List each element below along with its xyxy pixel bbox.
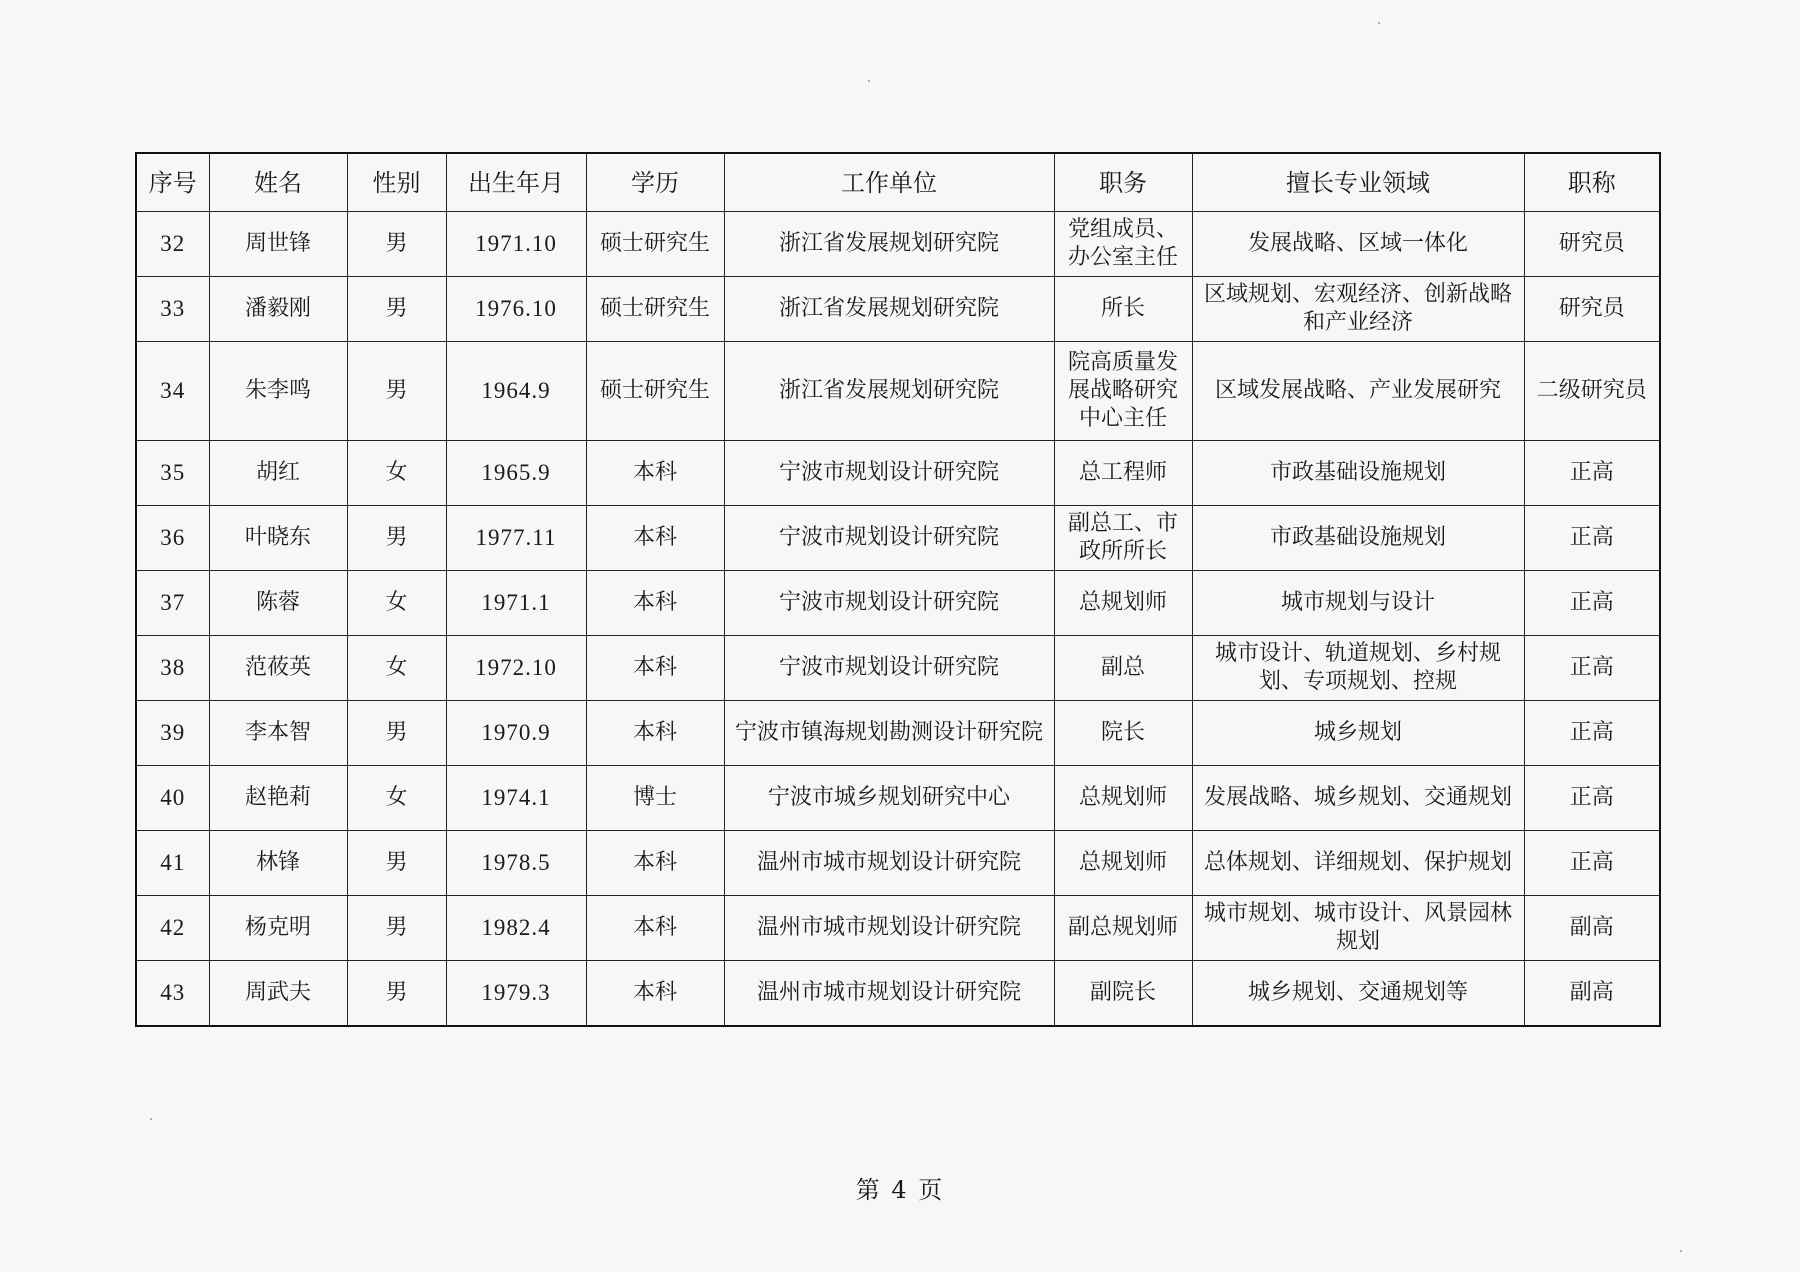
cell-no: 33 (136, 277, 209, 342)
cell-position: 院高质量发展战略研究中心主任 (1054, 342, 1192, 441)
header-organization: 工作单位 (724, 153, 1054, 212)
cell-title: 副高 (1524, 896, 1660, 961)
cell-position: 副总 (1054, 636, 1192, 701)
cell-birth: 1971.10 (446, 212, 586, 277)
cell-birth: 1972.10 (446, 636, 586, 701)
cell-education: 本科 (586, 636, 724, 701)
cell-gender: 男 (347, 701, 446, 766)
cell-birth: 1965.9 (446, 441, 586, 506)
table-row (136, 831, 1660, 896)
cell-no: 34 (136, 342, 209, 441)
cell-field: 区域发展战略、产业发展研究 (1192, 342, 1524, 441)
cell-education: 硕士研究生 (586, 277, 724, 342)
expert-table (135, 152, 1661, 1027)
cell-birth: 1974.1 (446, 766, 586, 831)
cell-organization: 温州市城市规划设计研究院 (724, 961, 1054, 1027)
cell-title: 正高 (1524, 441, 1660, 506)
cell-gender: 女 (347, 766, 446, 831)
cell-no: 39 (136, 701, 209, 766)
cell-education: 本科 (586, 961, 724, 1027)
cell-name: 叶晓东 (209, 506, 347, 571)
cell-education: 本科 (586, 701, 724, 766)
cell-name: 胡红 (209, 441, 347, 506)
cell-field: 总体规划、详细规划、保护规划 (1192, 831, 1524, 896)
scan-speck (868, 80, 870, 82)
scan-speck (1680, 1250, 1682, 1252)
table-header-row (136, 153, 1660, 212)
cell-education: 博士 (586, 766, 724, 831)
cell-education: 本科 (586, 506, 724, 571)
cell-name: 林锋 (209, 831, 347, 896)
cell-gender: 女 (347, 636, 446, 701)
cell-birth: 1977.11 (446, 506, 586, 571)
cell-organization: 宁波市规划设计研究院 (724, 506, 1054, 571)
cell-position: 党组成员、办公室主任 (1054, 212, 1192, 277)
cell-organization: 宁波市规划设计研究院 (724, 571, 1054, 636)
cell-education: 本科 (586, 831, 724, 896)
cell-field: 城乡规划 (1192, 701, 1524, 766)
cell-position: 副总规划师 (1054, 896, 1192, 961)
cell-gender: 女 (347, 441, 446, 506)
cell-birth: 1976.10 (446, 277, 586, 342)
table-row (136, 506, 1660, 571)
cell-position: 副院长 (1054, 961, 1192, 1027)
cell-name: 朱李鸣 (209, 342, 347, 441)
table-row (136, 636, 1660, 701)
cell-organization: 浙江省发展规划研究院 (724, 342, 1054, 441)
header-education: 学历 (586, 153, 724, 212)
cell-gender: 男 (347, 896, 446, 961)
cell-field: 城市设计、轨道规划、乡村规划、专项规划、控规 (1192, 636, 1524, 701)
cell-title: 正高 (1524, 831, 1660, 896)
cell-field: 城市规划、城市设计、风景园林规划 (1192, 896, 1524, 961)
cell-name: 李本智 (209, 701, 347, 766)
cell-organization: 温州市城市规划设计研究院 (724, 831, 1054, 896)
header-no: 序号 (136, 153, 209, 212)
cell-gender: 男 (347, 506, 446, 571)
header-position: 职务 (1054, 153, 1192, 212)
cell-name: 赵艳莉 (209, 766, 347, 831)
cell-name: 周武夫 (209, 961, 347, 1027)
cell-field: 区域规划、宏观经济、创新战略和产业经济 (1192, 277, 1524, 342)
table-row (136, 961, 1660, 1027)
cell-birth: 1964.9 (446, 342, 586, 441)
table-row (136, 766, 1660, 831)
cell-organization: 温州市城市规划设计研究院 (724, 896, 1054, 961)
cell-organization: 宁波市规划设计研究院 (724, 636, 1054, 701)
cell-organization: 浙江省发展规划研究院 (724, 277, 1054, 342)
cell-no: 42 (136, 896, 209, 961)
cell-title: 研究员 (1524, 277, 1660, 342)
cell-title: 正高 (1524, 571, 1660, 636)
cell-organization: 浙江省发展规划研究院 (724, 212, 1054, 277)
cell-field: 市政基础设施规划 (1192, 441, 1524, 506)
cell-position: 副总工、市政所所长 (1054, 506, 1192, 571)
cell-position: 总规划师 (1054, 831, 1192, 896)
header-title: 职称 (1524, 153, 1660, 212)
cell-position: 院长 (1054, 701, 1192, 766)
cell-birth: 1982.4 (446, 896, 586, 961)
header-gender: 性别 (347, 153, 446, 212)
cell-gender: 女 (347, 571, 446, 636)
cell-no: 32 (136, 212, 209, 277)
cell-name: 潘毅刚 (209, 277, 347, 342)
cell-birth: 1970.9 (446, 701, 586, 766)
cell-title: 二级研究员 (1524, 342, 1660, 441)
cell-gender: 男 (347, 961, 446, 1027)
cell-education: 本科 (586, 441, 724, 506)
cell-birth: 1979.3 (446, 961, 586, 1027)
page-number: 第 4 页 (855, 1176, 945, 1204)
cell-field: 发展战略、城乡规划、交通规划 (1192, 766, 1524, 831)
cell-field: 城乡规划、交通规划等 (1192, 961, 1524, 1027)
cell-field: 市政基础设施规划 (1192, 506, 1524, 571)
scan-speck (1378, 22, 1380, 24)
table-row (136, 342, 1660, 441)
cell-no: 36 (136, 506, 209, 571)
cell-field: 发展战略、区域一体化 (1192, 212, 1524, 277)
cell-name: 范莜英 (209, 636, 347, 701)
cell-education: 硕士研究生 (586, 212, 724, 277)
cell-no: 43 (136, 961, 209, 1027)
cell-birth: 1971.1 (446, 571, 586, 636)
cell-education: 本科 (586, 571, 724, 636)
cell-title: 正高 (1524, 701, 1660, 766)
table-row (136, 571, 1660, 636)
header-birth: 出生年月 (446, 153, 586, 212)
cell-no: 38 (136, 636, 209, 701)
header-field: 擅长专业领域 (1192, 153, 1524, 212)
cell-no: 37 (136, 571, 209, 636)
cell-title: 研究员 (1524, 212, 1660, 277)
cell-title: 副高 (1524, 961, 1660, 1027)
cell-position: 总规划师 (1054, 571, 1192, 636)
cell-position: 总规划师 (1054, 766, 1192, 831)
table-row (136, 212, 1660, 277)
cell-gender: 男 (347, 277, 446, 342)
cell-name: 陈蓉 (209, 571, 347, 636)
cell-no: 41 (136, 831, 209, 896)
cell-education: 硕士研究生 (586, 342, 724, 441)
table-row (136, 896, 1660, 961)
cell-gender: 男 (347, 342, 446, 441)
scan-speck (150, 1118, 152, 1120)
cell-no: 40 (136, 766, 209, 831)
cell-no: 35 (136, 441, 209, 506)
cell-education: 本科 (586, 896, 724, 961)
cell-organization: 宁波市规划设计研究院 (724, 441, 1054, 506)
cell-position: 总工程师 (1054, 441, 1192, 506)
cell-title: 正高 (1524, 766, 1660, 831)
cell-gender: 男 (347, 212, 446, 277)
cell-title: 正高 (1524, 506, 1660, 571)
table-row (136, 701, 1660, 766)
cell-organization: 宁波市城乡规划研究中心 (724, 766, 1054, 831)
cell-name: 杨克明 (209, 896, 347, 961)
cell-position: 所长 (1054, 277, 1192, 342)
header-name: 姓名 (209, 153, 347, 212)
cell-organization: 宁波市镇海规划勘测设计研究院 (724, 701, 1054, 766)
cell-gender: 男 (347, 831, 446, 896)
cell-title: 正高 (1524, 636, 1660, 701)
cell-birth: 1978.5 (446, 831, 586, 896)
cell-field: 城市规划与设计 (1192, 571, 1524, 636)
table-row (136, 441, 1660, 506)
cell-name: 周世锋 (209, 212, 347, 277)
table-row (136, 277, 1660, 342)
